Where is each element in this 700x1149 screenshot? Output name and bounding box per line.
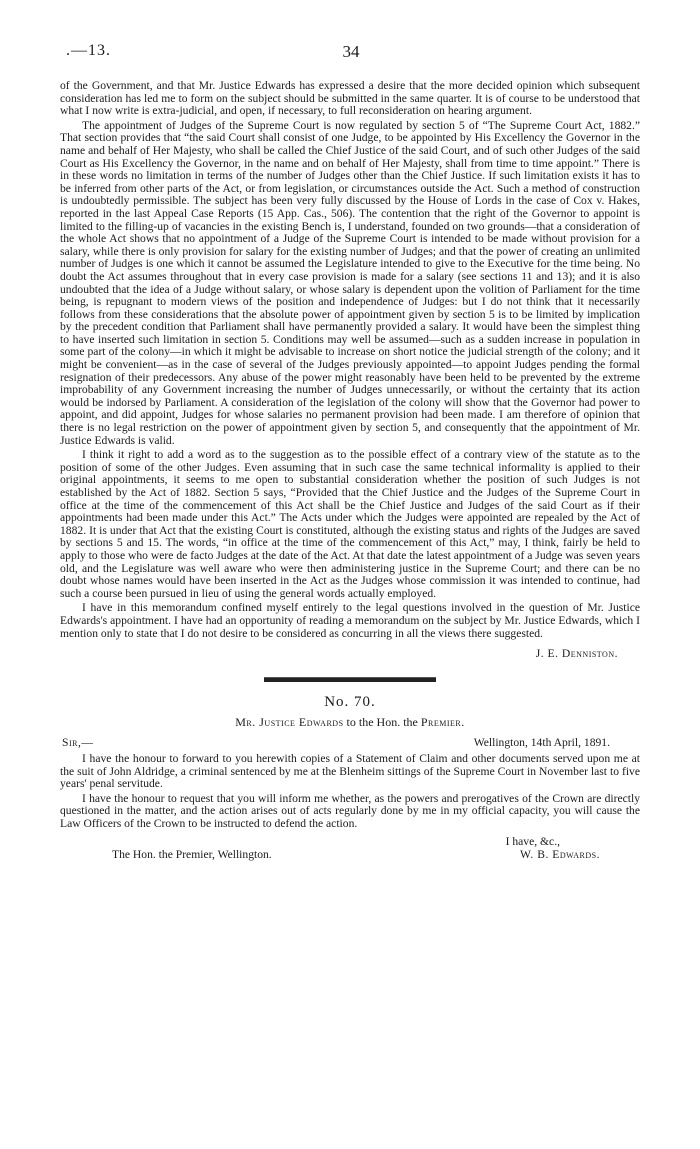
page-number: 34 [342,42,360,61]
section-divider [264,677,436,682]
memo-signature: J. E. Denniston. [535,647,618,661]
letter-addressee: The Hon. the Premier, Wellington. [112,848,272,862]
page-header [66,42,636,64]
closing-row [60,849,640,865]
letter-title-from: Mr. Justice Edwards [235,715,344,730]
letter-signature: W. B. Edwards. [520,848,600,862]
memo-paragraph-4: I have in this memorandum confined myself entirely to the legal questions involved in the question of Mr. Justice Edwards's appointment. I have had an opportunity of reading a memorandum on the subject by Mr. Justice Edwards, which I mention only to state that I do not desire to be considered as concurring in all the views there suggested. [60,601,640,640]
salutation: Sir,— [62,735,94,749]
page-body [60,80,640,865]
letter-paragraph-2: I have the honour to request that you will inform me whether, as the powers and prerogatives of the Crown are directly questioned in the matter, and the action arises out of acts regularly done by me in my official capacity, you will cause the Law Officers of the Crown to be instructed to defend the action. [60,791,640,830]
memo-paragraph-1: of the Government, and that Mr. Justice Edwards has expressed a desire that the more decided opinion which subsequent consideration has led me to form on the subject should be submitted in the same quarter. It is of course to be understood that what I now write is extra-judicial, and open, if necessary, to full reconsideration on hearing argument. [60,79,640,118]
document-reference: .—13. [66,42,111,59]
letter-title-to-prefix: to the Hon. the [346,715,418,730]
letter-paragraph-1: I have the honour to forward to you herewith copies of a Statement of Claim and other documents served upon me at the suit of John Aldridge, a criminal sentenced by me at the Blenheim sittings of the Supreme Court in November last to five years' penal servitude. [60,751,640,791]
memo-paragraph-3: I think it right to add a word as to the suggestion as to the possible effect of a contrary view of the statute as to the position of some of the other Judges. Even assuming that in such case the same technical informality is applied to their original appointments, it seems to me open to substantial consideration whether the position of such Judges is not established by the Act of 1882. Section 5 says, “Provided that the Chief Justice and the Judges of the Supreme Court in office at the time of the commencement of this Act shall be the Chief Justice and Judges of the said Court as if their appointments had been made under this Act.” The Acts under which the Judges were appointed are repealed by the Act of 1882. It is under that Act that the existing Court is constituted, although the existing status and rights of the Judges are saved by sections 5 and 15. The words, “in office at the time of the commencement of this Act,” may, I think, fairly be held to apply to those who were de facto Judges at the date of the Act. At that date the latest appointment of a Judge was seven years old, and the Legislature was well aware who were then administering justice in the Supreme Court; and there can be no doubt whose names would have been inserted in the Act as the Judges whose commission it was intended to continue, had such a course been pursued in lieu of using the general words actually employed. [60,448,640,600]
letter-title [60,716,640,729]
letter-number: No. 70. [324,693,376,710]
letter-title-to: Premier. [420,715,465,730]
memo-paragraph-2: The appointment of Judges of the Supreme Court is now regulated by section 5 of “The Supreme Court Act, 1882.” That section provides that “the said Court shall consist of one Judge, to be appointed by His Excellency the Governor in the name and behalf of Her Majesty, who shall be called the Chief Justice of the said Court, and of such other Judges of the said Court as His Excellency the Governor, in the name and on behalf of Her Majesty, shall from time to time appoint.” There is in these words no limitation in terms of the number of Judges other than the Chief Justice. If such limitation exists it has to be inferred from other parts of the Act, or from legislation, or circumstances outside the Act. Such a method of construction is undoubtedly permissible. The subject has been very fully discussed by the House of Lords in the case of Cox v. Hakes, reported in the last Appeal Case Reports (15 App. Cas., 506). The contention that the right of the Governor to appoint is limited to the filling-up of vacancies in the existing Bench is, I understand, founded on two grounds—that a consideration of the whole Act shows that no appointment of a Judge of the Supreme Court is intended to be made without provision for a salary, while there is only provision for salary for the existing number of Judges; and that the power of creating an unlimited number of Judges is one which it cannot be assumed the Legislature intended to give to the Executive for the time being. No doubt the Act assumes throughout that in every case provision is made for a salary (see sections 11 and 13); and it is also undoubted that the idea of a Judge without salary, or whose salary is dependent upon the volition of Parliament for the time being, is repugnant to modern views of the position and independence of Judges: but I do not think that it necessarily follows from these considerations that the absolute power of appointment given by section 5 is to be limited by implication by the precedent condition that Parliament shall have permanently provided a salary. It would have been the simplest thing to have inserted such limitation in section 5. Conditions may well be assumed—such as a sudden increase in population in some part of the colony—in which it might be advisable to increase on short notice the judicial strength of the colony; and it might be convenient—as in the case of several of the Judges previously appointed—to appoint Judges pending the formal resignation of their predecessors. Any abuse of the power might reasonably have been held to be prevented by the extreme improbability of any Government increasing the number of Judges unnecessarily, or without the certainty that its action would be indorsed by Parliament. A consideration of the legislation of the colony will show that the Governor had power to appoint, and did appoint, Judges for whose salaries no permanent provision had been made. I am therefore of opinion that there is no legal restriction on the power of appointment given by section 5, and consequently that the appointment of Mr. Justice Edwards is valid. [60,118,640,447]
letter-closing: I have, &c., [505,835,560,849]
salutation-row [60,737,640,751]
dateline: Wellington, 14th April, 1891. [473,735,610,749]
